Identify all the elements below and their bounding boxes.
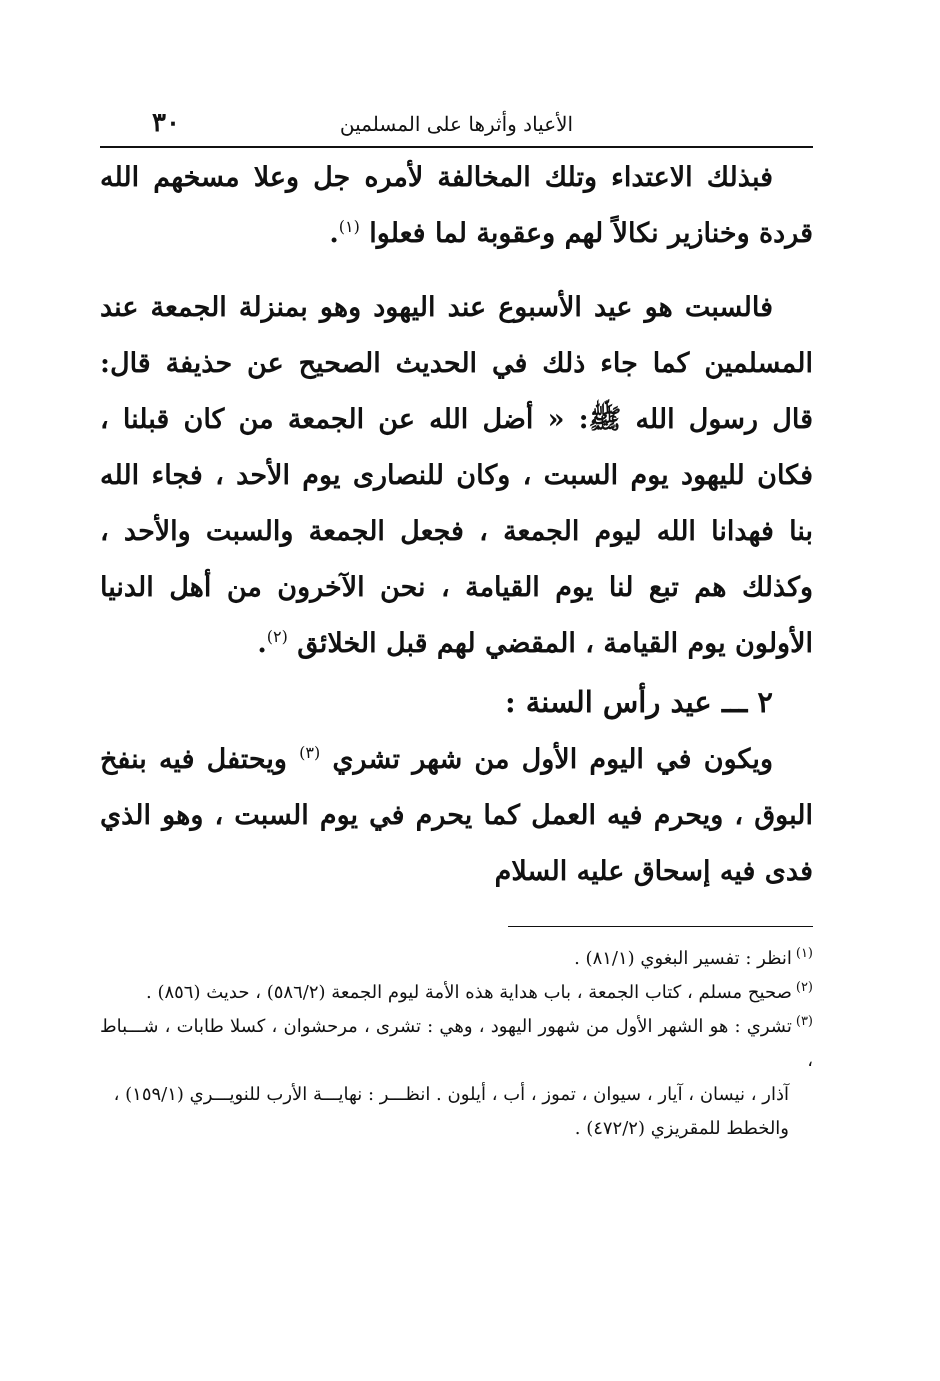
paragraph-3-start: ويكون في اليوم الأول من شهر تشري bbox=[332, 744, 773, 775]
footnote-separator bbox=[508, 926, 813, 927]
header-rule bbox=[100, 146, 813, 148]
paragraph-2-text: فالسبت هو عيد الأسبوع عند اليهود وهو بمنزلة الجمعة عند المسلمين كما جاء ذلك في الحديث الصحيح عن حذيفة قال: قال رسول الله ﷺ: « أضل الله عن الجمعة من كان قبلنا ، فكان لليهود يوم السبت ، وكان للنصارى يوم الأحد ، فجاء الله بنا فهدانا الله ليوم الجمعة ، فجعل الجمعة والسبت والأحد ، وكذلك هم تبع لنا يوم القيامة ، نحن الآخرون من أهل الدنيا الأولون يوم القيامة ، المقضي لهم قبل الخلائق bbox=[100, 292, 813, 659]
footnote-1 bbox=[100, 942, 813, 976]
footnote-2-number: (٢) bbox=[795, 980, 813, 995]
footnote-3-continuation-2: والخطط للمقريزي (٤٧٢/٢) . bbox=[574, 1118, 789, 1139]
footnote-2 bbox=[100, 976, 813, 1010]
section-heading: ٢ ـــ عيد رأس السنة : bbox=[504, 685, 773, 719]
paragraph-2-end: . bbox=[257, 628, 267, 659]
paragraph-2 bbox=[100, 280, 813, 672]
page-number: ٣٠ bbox=[152, 108, 180, 138]
footnote-ref-1: (١) bbox=[338, 217, 360, 236]
main-text bbox=[100, 150, 813, 900]
footnote-3-continuation-1: آذار ، نيسان ، آيار ، سيوان ، تموز ، أب ، أيلون . انظـــر : نهايـــة الأرب للنويـــري (١٥٩/١) ، bbox=[113, 1084, 789, 1105]
paragraph-1-text: فبذلك الاعتداء وتلك المخالفة لأمره جل وعلا مسخهم الله قردة وخنازير نكالاً لهم وعقوبة لما فعلوا bbox=[100, 162, 813, 249]
paragraph-1-end: . bbox=[329, 218, 339, 249]
running-header bbox=[100, 104, 813, 144]
paragraph-1 bbox=[100, 150, 813, 262]
footnotes bbox=[100, 942, 813, 1146]
footnote-ref-3: (٣) bbox=[299, 743, 321, 762]
footnote-ref-2: (٢) bbox=[266, 627, 288, 646]
footnote-3-line-1: تشري : هو الشهر الأول من شهور اليهود ، وهي : تشرى ، مرحشوان ، كسلا طابات ، شـــباط ، bbox=[100, 1016, 813, 1071]
running-header-title: الأعياد وأثرها على المسلمين bbox=[339, 112, 574, 136]
footnote-1-text: انظر : تفسير البغوي (٨١/١) . bbox=[574, 948, 792, 969]
footnote-2-text: صحيح مسلم ، كتاب الجمعة ، باب هداية هذه الأمة ليوم الجمعة (٥٨٦/٢) ، حديث (٨٥٦) . bbox=[146, 982, 792, 1003]
paragraph-3-rest: ويحتفل فيه بنفخ البوق ، ويحرم فيه العمل كما يحرم في يوم السبت ، وهو الذي فدى فيه إسحاق عليه السلام bbox=[100, 744, 813, 887]
paragraph-3 bbox=[100, 732, 813, 900]
footnote-1-number: (١) bbox=[795, 946, 813, 961]
footnote-3-number: (٣) bbox=[795, 1014, 813, 1029]
footnote-3 bbox=[100, 1010, 813, 1078]
